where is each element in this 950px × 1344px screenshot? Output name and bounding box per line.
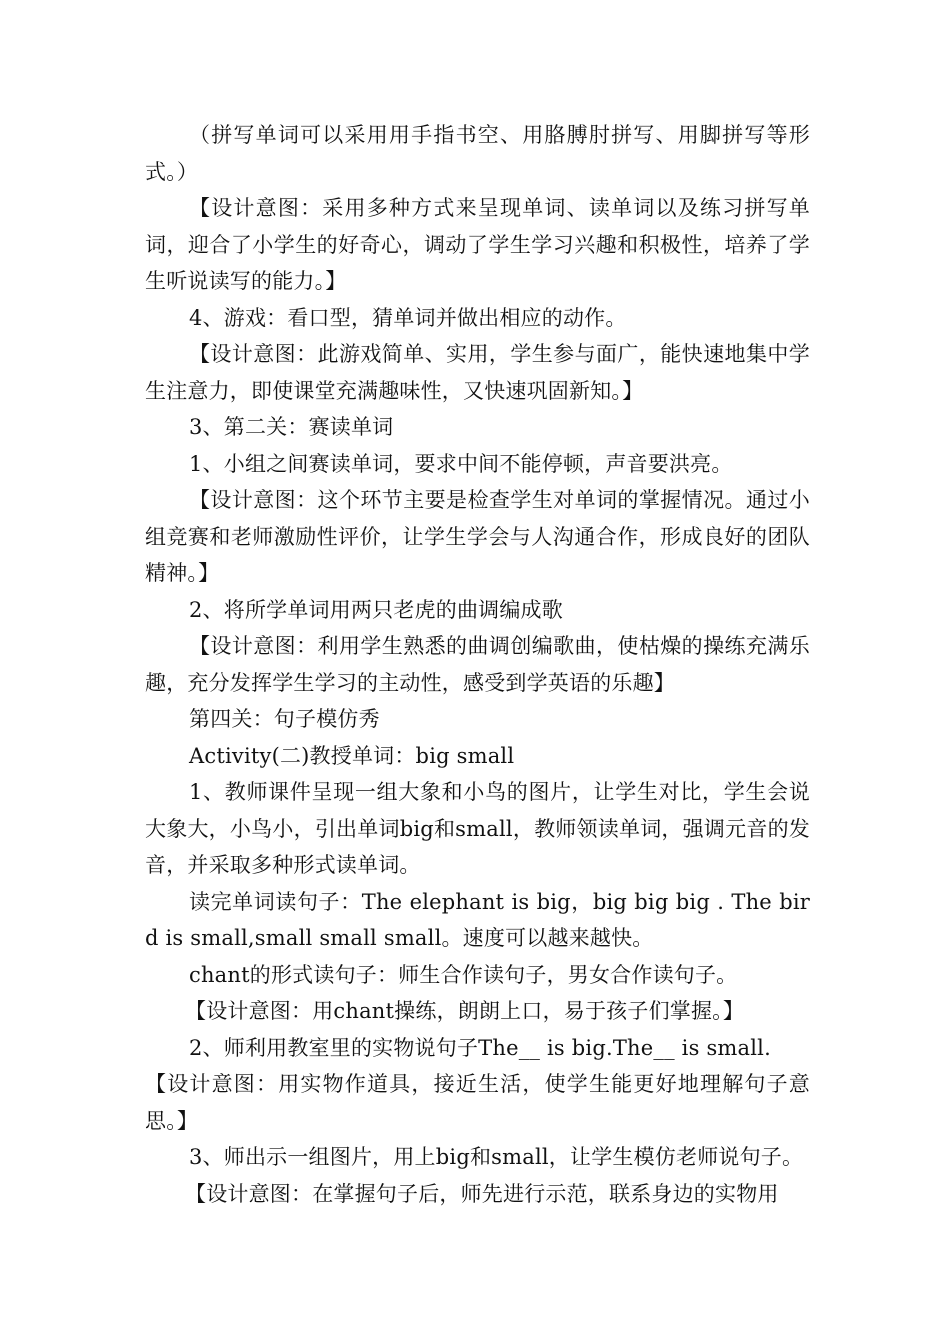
paragraph-design-intent-5: 【设计意图：用chant操练，朗朗上口，易于孩子们掌握。】 — [185, 999, 745, 1023]
paragraph-design-intent-2: 【设计意图：此游戏简单、实用，学生参与面广，能快速地集中学生注意力，即使课堂充满趣味性，又快速巩固新知。】 — [145, 342, 810, 403]
paragraph-spelling-note: （拼写单词可以采用用手指书空、用胳膊肘拼写、用脚拼写等形式。） — [145, 123, 810, 184]
document-body — [145, 117, 810, 1212]
paragraph-chant-reading: chant的形式读句子：师生合作读句子，男女合作读句子。 — [189, 962, 738, 987]
paragraph-teacher-courseware: 1、教师课件呈现一组大象和小鸟的图片，让学生对比，学生会说大象大，小鸟小，引出单词big和small，教师领读单词，强调元音的发音，并采取多种形式读单词。 — [145, 780, 810, 877]
paragraph-design-intent-7: 【设计意图：在掌握句子后，师先进行示范，联系身边的实物用 — [185, 1181, 779, 1206]
paragraph-game-step: 4、游戏：看口型，猜单词并做出相应的动作。 — [189, 305, 627, 330]
paragraph-real-objects: 2、师利用教室里的实物说句子The__ is big.The__ is small. — [189, 1035, 771, 1060]
paragraph-design-intent-4: 【设计意图：利用学生熟悉的曲调创编歌曲，使枯燥的操练充满乐趣，充分发挥学生学习的主动性，感受到学英语的乐趣】 — [145, 634, 810, 695]
paragraph-level-four-heading: 第四关：句子模仿秀 — [189, 707, 380, 731]
paragraph-group-reading: 1、小组之间赛读单词，要求中间不能停顿，声音要洪亮。 — [189, 451, 733, 476]
paragraph-level-two-heading: 3、第二关：赛读单词 — [189, 415, 394, 439]
paragraph-activity-two: Activity(二)教授单词：big small — [189, 743, 515, 768]
paragraph-design-intent-6: 【设计意图：用实物作道具，接近生活，使学生能更好地理解句子意思。】 — [145, 1072, 810, 1133]
paragraph-design-intent-3: 【设计意图：这个环节主要是检查学生对单词的掌握情况。通过小组竞赛和老师激励性评价，让学生学会与人沟通合作，形成良好的团队精神。】 — [145, 488, 810, 585]
paragraph-picture-set: 3、师出示一组图片，用上big和small，让学生模仿老师说句子。 — [189, 1145, 804, 1169]
paragraph-design-intent-1: 【设计意图：采用多种方式来呈现单词、读单词以及练习拼写单词，迎合了小学生的好奇心，调动了学生学习兴趣和积极性，培养了学生听说读写的能力。】 — [145, 196, 810, 293]
paragraph-read-sentences: 读完单词读句子：The elephant is big，big big big . The bird is small,small small small。速度可以越来越快。 — [145, 889, 810, 950]
paragraph-song-step: 2、将所学单词用两只老虎的曲调编成歌 — [189, 597, 563, 622]
